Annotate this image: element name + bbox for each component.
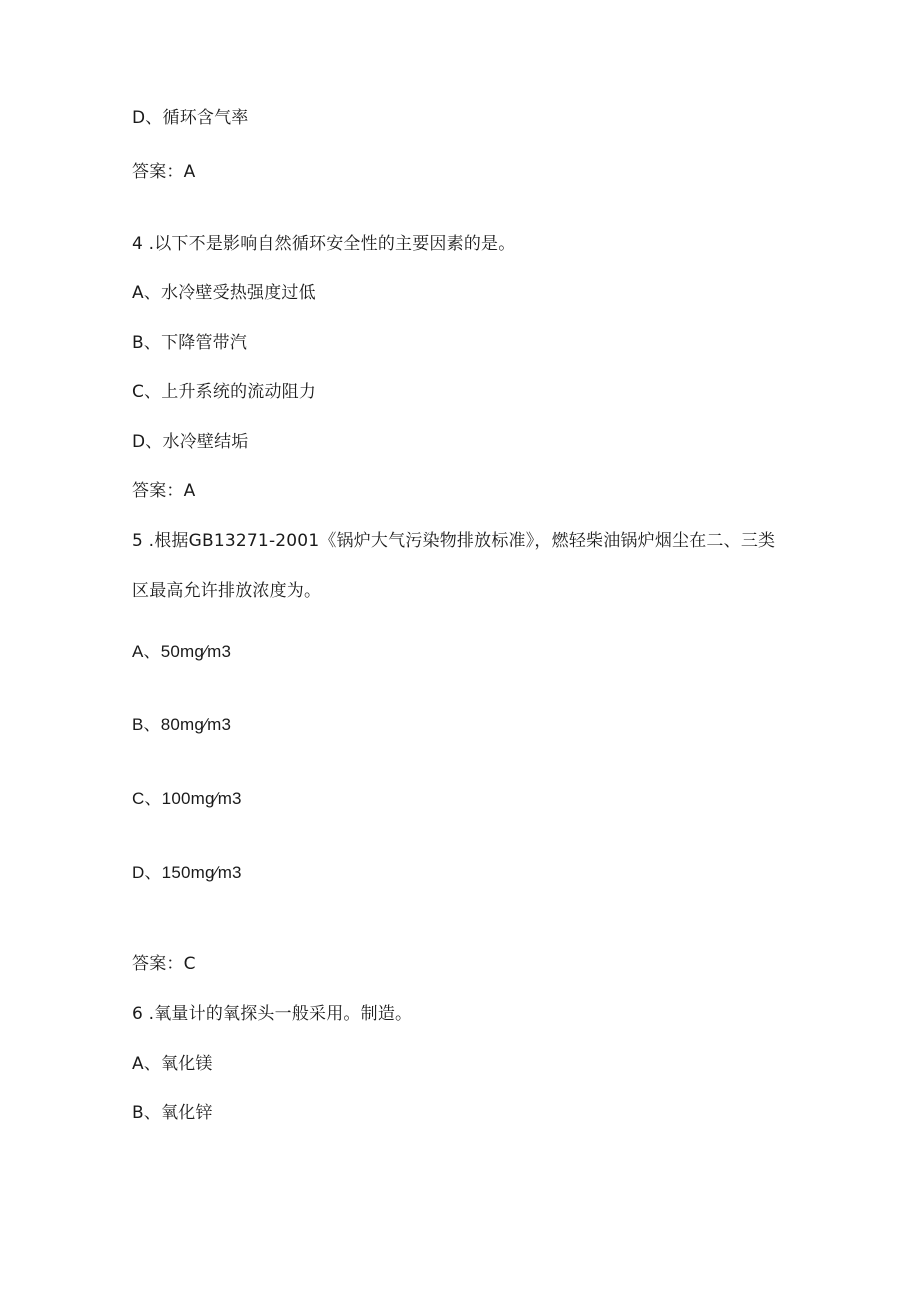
q4-option-a: A、水冷壁受热强度过低 xyxy=(132,283,316,303)
q4-question: 4 .以下不是影响自然循环安全性的主要因素的是。 xyxy=(132,234,516,254)
q4-option-d: D、水冷壁结垢 xyxy=(132,432,249,452)
q6-question: 6 .氧量计的氧探头一般采用。制造。 xyxy=(132,1004,413,1024)
q4-option-b: B、下降管带汽 xyxy=(132,333,248,353)
q5-option-b: B、80mg∕m3 xyxy=(132,715,232,734)
q6-option-a: A、氧化镁 xyxy=(132,1054,213,1074)
q5-option-a: A、50mg∕m3 xyxy=(132,642,232,661)
q3-answer: 答案：A xyxy=(132,162,196,182)
q6-option-b: B、氧化锌 xyxy=(132,1103,213,1123)
q3-option-d: D、循环含气率 xyxy=(132,108,249,128)
q5-question-line-2: 区最高允许排放浓度为。 xyxy=(132,581,322,601)
q5-option-d: D、150mg∕m3 xyxy=(132,863,242,882)
q5-question-line-1: 5 .根据GB13271-2001《锅炉大气污染物排放标准》，燃轻柴油锅炉烟尘在二、三类 xyxy=(132,531,776,551)
q4-option-c: C、上升系统的流动阻力 xyxy=(132,382,317,402)
q5-answer: 答案：C xyxy=(132,954,196,974)
q4-answer: 答案：A xyxy=(132,481,196,501)
q5-option-c: C、100mg∕m3 xyxy=(132,789,242,808)
